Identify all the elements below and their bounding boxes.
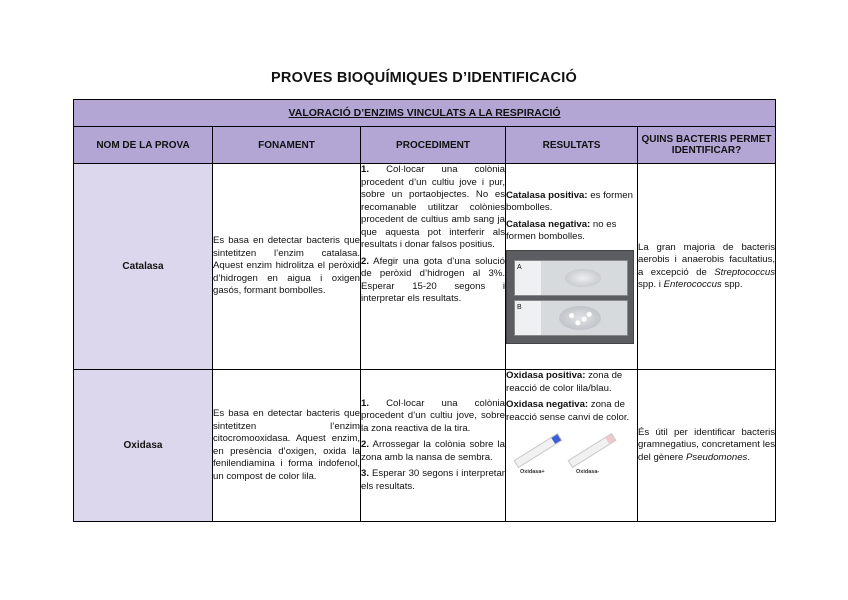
- procediment-oxidasa: [361, 370, 506, 522]
- catalasa-slides-photo: [506, 250, 634, 344]
- result-positive: Catalasa positiva: es formen bombolles.: [506, 189, 633, 213]
- resultats-oxidasa: [506, 370, 638, 522]
- enzyme-table: [73, 99, 776, 522]
- bacteris-oxidasa: És útil per identificar bacteris gramnegatius, concretament les del gènere Pseudomones.: [638, 370, 776, 522]
- test-name-catalasa: Catalasa: [74, 164, 213, 370]
- table-banner: VALORACIÓ D’ENZIMS VINCULATS A LA RESPIRACIÓ: [74, 100, 776, 127]
- fonament-oxidasa: Es basa en detectar bacteris que sintetitzen l’enzim citocromooxidasa. Aquest enzim, en presència d’oxigen, oxida la fenilendiamina i forma indofenol, un compost de color lila.: [213, 370, 361, 522]
- header-bacteris: QUINS BACTERIS PERMET IDENTIFICAR?: [638, 127, 776, 164]
- oxidasa-strips-photo: [506, 430, 626, 476]
- header-resultats: RESULTATS: [506, 127, 638, 164]
- strip-positive: [514, 433, 563, 468]
- bacteris-catalasa: La gran majoria de bacteris aerobis i anaerobis facultatius, a excepció de Streptococcus spp. i Enterococcus spp.: [638, 164, 776, 370]
- procediment-step: 3. Esperar 30 segons i interpretar els resultats.: [361, 468, 505, 492]
- procediment-step: 1. Col·locar una colònia procedent d’un cultiu jove i pur, sobre un portaobjectes. No es recomanable utilitzar colònies procedent de cultius amb sang ja que aquesta pot interferir als resultats i donar falsos positius.: [361, 164, 505, 250]
- procediment-step: 2. Afegir una gota d’una solució de peròxid d’hidrogen al 3%. Esperar 15-20 segons i interpretar els resultats.: [361, 255, 505, 304]
- strip-label-positive: Oxidasa+: [520, 469, 545, 475]
- procediment-step: 2. Arrossegar la colònia sobre la zona amb la nansa de sembra.: [361, 439, 506, 463]
- resultats-catalasa: [506, 164, 638, 370]
- strip-negative: [568, 433, 617, 468]
- header-nom-prova: NOM DE LA PROVA: [74, 127, 213, 164]
- document-title: PROVES BIOQUÍMIQUES D’IDENTIFICACIÓ: [271, 70, 577, 86]
- slide-negative: A: [514, 260, 628, 296]
- strip-label-negative: Oxidasa-: [576, 469, 600, 475]
- procediment-catalasa: [361, 164, 506, 370]
- result-positive: Oxidasa positiva: zona de reacció de color lila/blau.: [506, 370, 623, 394]
- test-name-oxidasa: Oxidasa: [74, 370, 213, 522]
- slide-positive: B: [514, 300, 628, 336]
- header-row: [74, 127, 776, 164]
- header-procediment: PROCEDIMENT: [361, 127, 506, 164]
- result-negative: Oxidasa negativa: zona de reacció sense canvi de color.: [506, 399, 630, 423]
- table-row-oxidasa: [74, 370, 776, 522]
- fonament-catalasa: Es basa en detectar bacteris que sintetitzen l’enzim catalasa. Aquest enzim hidrolitza el peròxid d’hidrogen en aigua i oxigen gasós, formant bombolles.: [213, 164, 361, 370]
- procediment-step: 1. Col·locar una colònia procedent d’un cultiu jove, sobre la zona reactiva de la tira.: [361, 397, 505, 434]
- header-fonament: FONAMENT: [213, 127, 361, 164]
- table-row-catalasa: [74, 164, 776, 370]
- result-negative: Catalasa negativa: no es formen bombolles.: [506, 218, 617, 242]
